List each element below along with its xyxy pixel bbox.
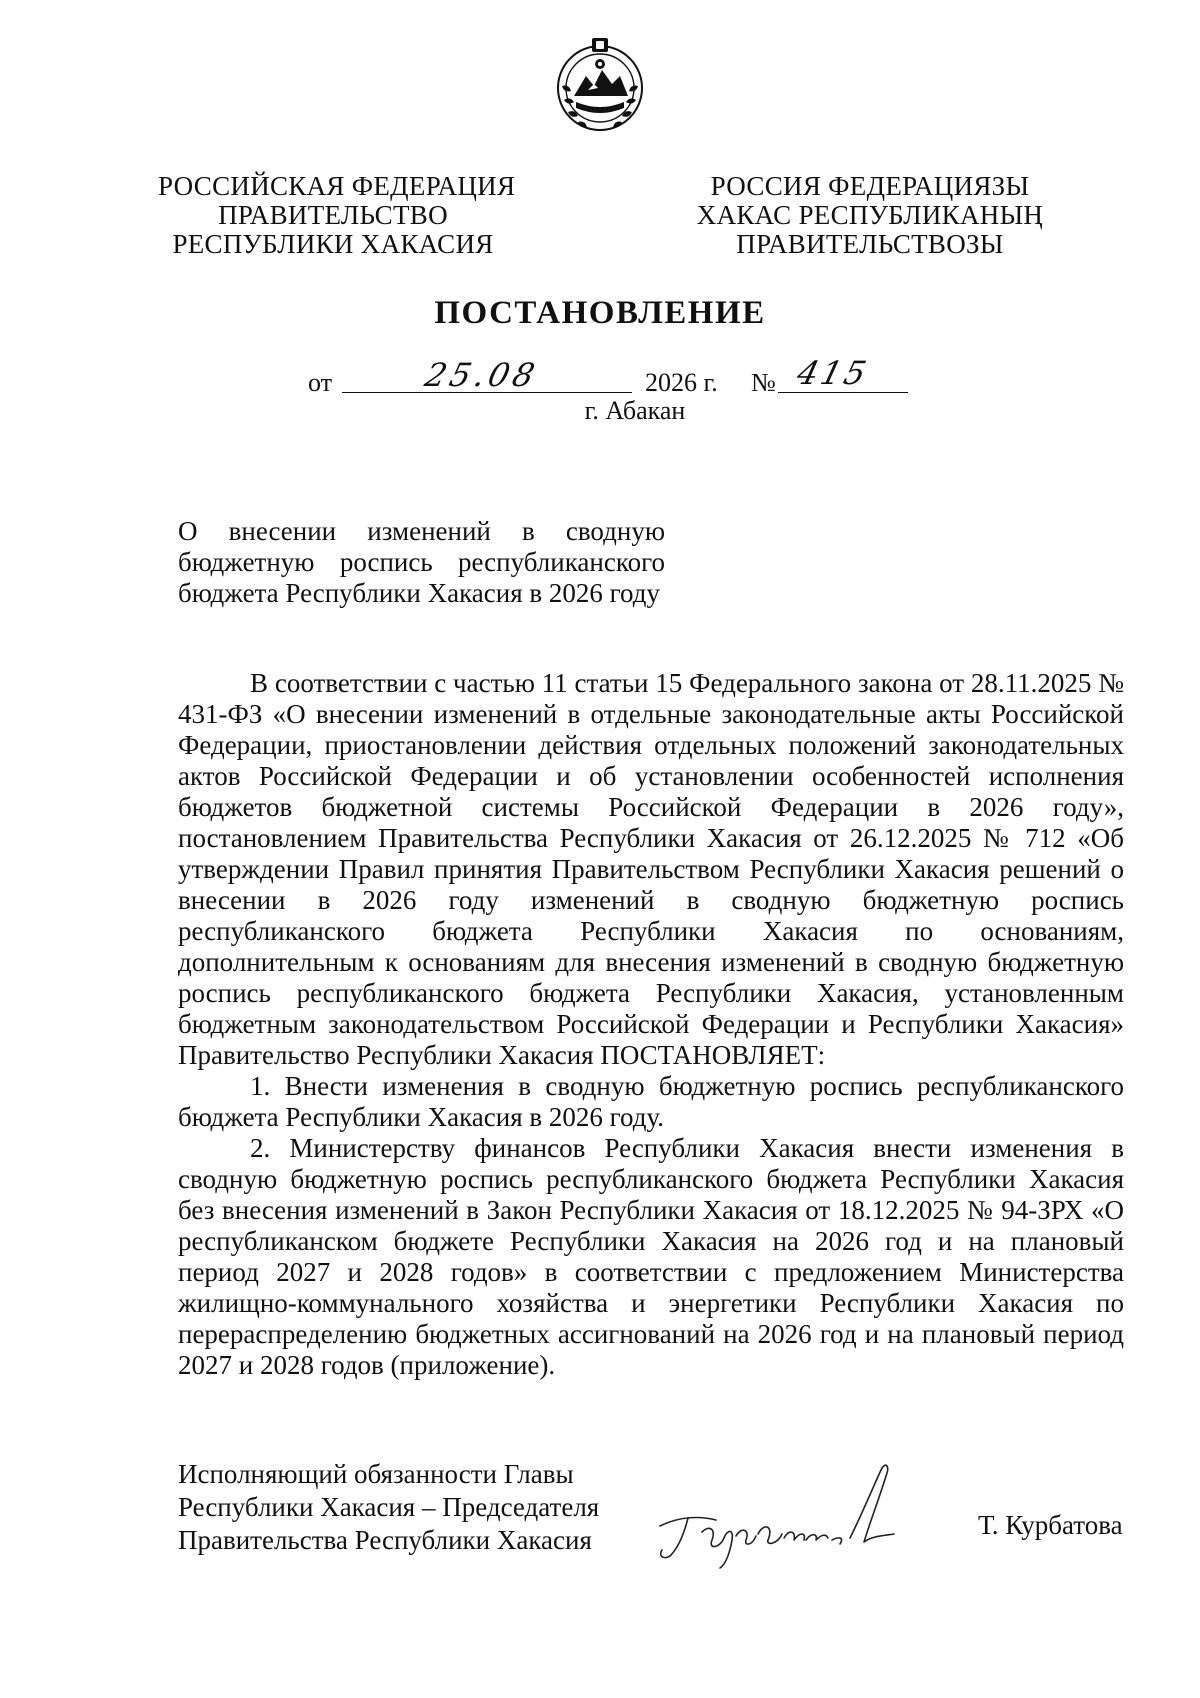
subject-line-3: бюджета Республики Хакасия в 2026 году <box>178 578 661 608</box>
signatory-name: Т. Курбатова <box>978 1510 1123 1540</box>
handwritten-date: 25.08 <box>421 356 543 394</box>
number-label: № <box>751 368 776 397</box>
header-khakas <box>690 172 1050 259</box>
header-russian <box>158 171 516 259</box>
body-paragraph-item-1: 1. Внести изменения в сводную бюджетную роспись республиканского бюджета Республики Хакасия в 2026 году. <box>178 1071 1124 1132</box>
date-from-label: от <box>308 368 333 397</box>
subject-line-2: бюджетную роспись республиканского <box>178 547 665 577</box>
body-paragraph-item-2: 2. Министерству финансов Республики Хакасия внести изменения в сводную бюджетную роспись республиканского бюджета Республики Хакасия без внесения изменений в Закон Республики Хакасия от 18.12.2025 № 94-ЗРХ «О республиканском бюджете Республики Хакасия на 2026 год и на плановый период 2027 и 2028 годов» в соответствии с предложением Министерства жилищно-коммунального хозяйства и энергетики Республики Хакасия по перераспределению бюджетных ассигнований на 2026 год и на плановый период 2027 и 2028 годов (приложение). <box>178 1133 1124 1380</box>
year-label: 2026 г. <box>645 368 718 397</box>
city-label: г. Абакан <box>584 396 686 425</box>
subject-line-1: О внесении изменений в сводную <box>178 516 665 546</box>
signatory-line-2: Республики Хакасия – Председателя <box>178 1492 600 1522</box>
signatory-title <box>178 1458 599 1557</box>
header-left-line-2: ПРАВИТЕЛЬСТВО <box>218 200 448 230</box>
body-paragraph-preamble: В соответствии с частью 11 статьи 15 Федерального закона от 28.11.2025 № 431-ФЗ «О внесении изменений в отдельные законодательные акты Российской Федерации, приостановлении действия отдельных положений законодательных актов Российской Федерации и об установлении особенностей исполнения бюджетов бюджетной системы Российской Федерации в 2026 году», постановлением Правительства Республики Хакасия от 26.12.2025 № 712 «Об утверждении Правил принятия Правительством Республики Хакасия решений о внесении в 2026 году изменений в сводную бюджетную роспись республиканского бюджета Республики Хакасия по основаниям, дополнительным к основаниям для внесения изменений в сводную бюджетную роспись республиканского бюджета Республики Хакасия, установленным бюджетным законодательством Российской Федерации и Республики Хакасия» Правительство Республики Хакасия ПОСТАНОВЛЯЕТ: <box>178 668 1124 1070</box>
handwritten-number: 415 <box>793 354 873 392</box>
header-left-line-1: РОССИЙСКАЯ ФЕДЕРАЦИЯ <box>158 171 516 201</box>
coat-of-arms-icon <box>552 30 648 140</box>
number-underline <box>778 392 908 393</box>
header-right-line-3: ПРАВИТЕЛЬСТВОЗЫ <box>736 229 1004 259</box>
signatory-line-3: Правительства Республики Хакасия <box>178 1525 592 1555</box>
dateline <box>308 354 908 398</box>
document-body <box>178 668 1124 1381</box>
handwritten-signature <box>650 1460 930 1570</box>
document-type-title: ПОСТАНОВЛЕНИЕ <box>434 295 766 331</box>
header-right-line-1: РОССИЯ ФЕДЕРАЦИЯЗЫ <box>710 171 1030 201</box>
document-subject <box>178 516 665 609</box>
header-left-line-3: РЕСПУБЛИКИ ХАКАСИЯ <box>172 229 494 259</box>
header-right-line-2: ХАКАС РЕСПУБЛИКАНЫҢ <box>696 200 1044 230</box>
signatory-line-1: Исполняющий обязанности Главы <box>178 1459 574 1489</box>
